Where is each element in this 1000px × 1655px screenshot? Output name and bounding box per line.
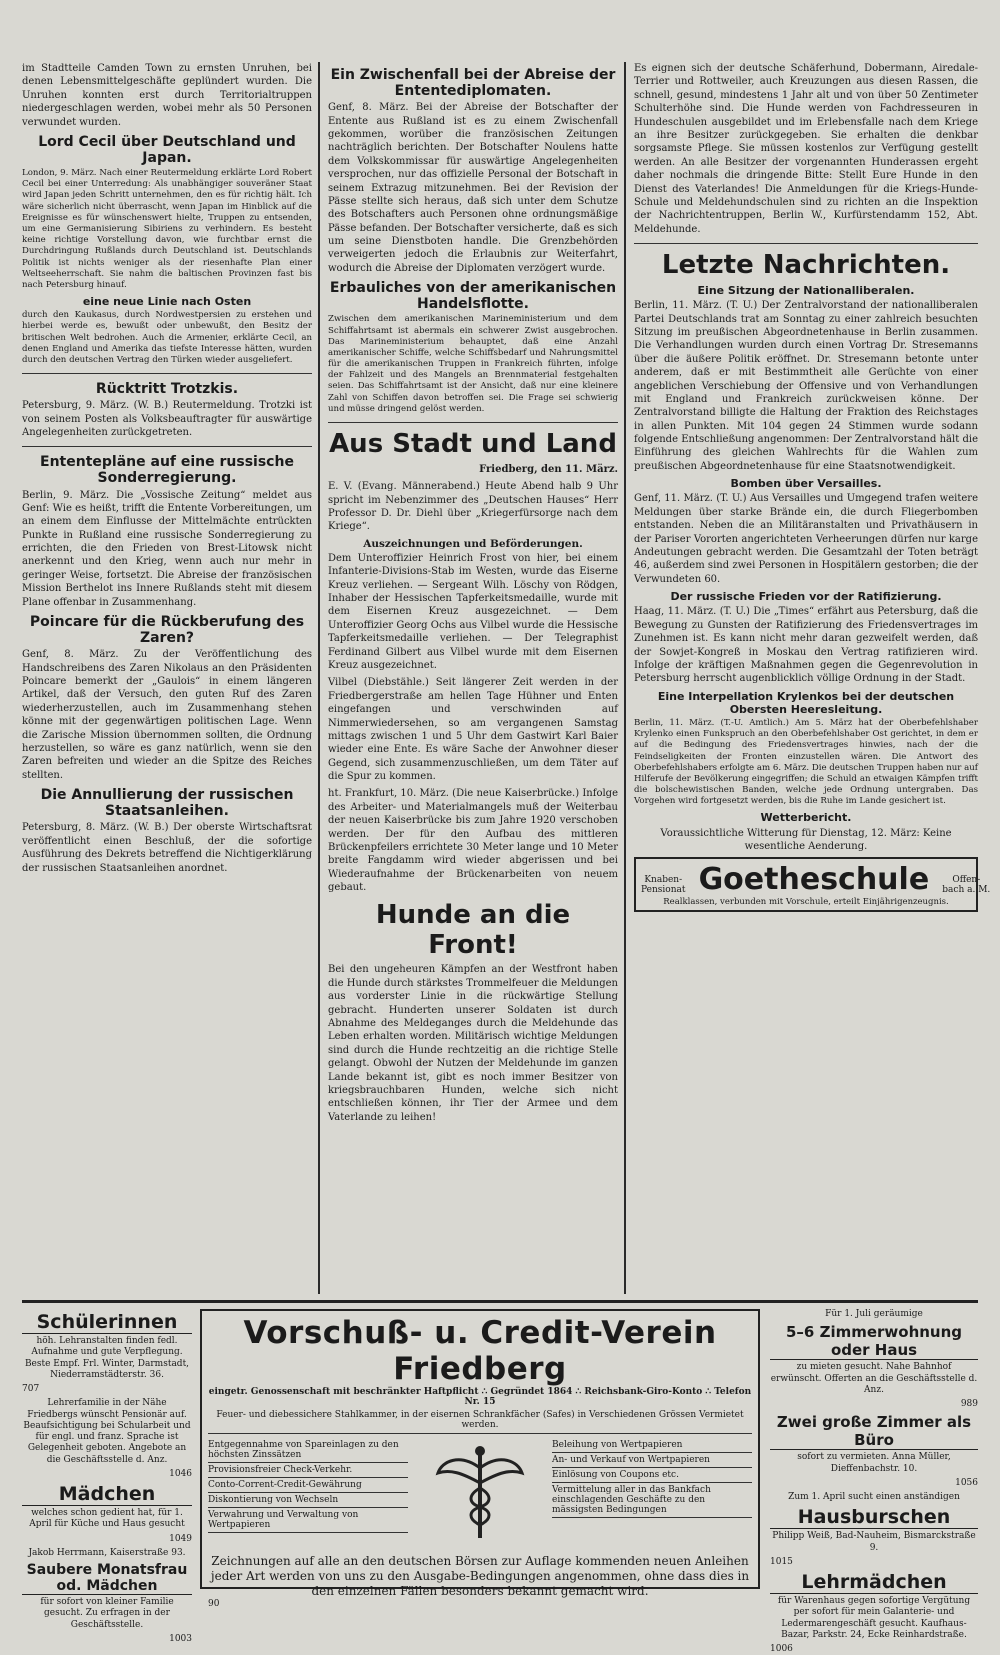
ad-label: Knaben-: [644, 874, 683, 885]
interpellation-text: Berlin, 11. März. (T.-U. Amtlich.) Am 5. März hat der Oberbefehlshaber Krylenko einen Funkspruch an den Oberbefehlshaber Ost gerichtet, in dem er auf die Bedingung des Friedensvertrages hinwies, nach der die Feindseligkeiten der Fronten einzustellen wären. Die Antwort des Oberbefehlshabers erfolgte am 6. März. Die deutschen Truppen haben nur auf Hilferufe der Bevölkerung eingegriffen; die Schuld an etwaigen Kämpfen trifft die bolschewistischen Banden, welche jede Ordnung untergraben. Das Vorgehen wird fortgesetzt werden, bis die Ruhe im Lande gesichert ist.: [634, 718, 978, 807]
ad-text: für Warenhaus gegen sofortige Vergütung per sofort für mein Galanterie- und Ledermarengeschäft gesucht. Kaufhaus-Bazar, Parkstr. 24, Ecke Reinhardstraße.: [777, 1596, 971, 1640]
dateline: Friedberg, den 11. März.: [479, 463, 618, 475]
column-rule: [624, 62, 626, 1294]
subhead-bomben: Bomben über Versailles.: [730, 477, 882, 491]
ad-number: 1006: [770, 1644, 793, 1654]
bank-services-left: [208, 1438, 408, 1548]
ad-number: 1046: [169, 1468, 192, 1479]
hunde-text: Bei den ungeheuren Kämpfen an der Westfront haben die Hunde durch stärkstes Trommelfeuer die Meldungen aus vorderster Linie in die rückwärtige Stellung gebracht. Hunderten unserer Soldaten ist durch Abnahme des Meldeganges durch die Meldehunde das Leben erhalten worden. Militärisch wichtige Meldungen sind durch die Hunde rechtzeitig an die richtige Stelle gelangt. Obwohl der Nutzen der Meldehunde im ganzen Lande bekannt ist, gibt es noch immer Besitzer von kriegsbrauchbaren Hunden, welche sich nicht entschließen können, ihr Tier der Armee und dem Vaterlande zu leihen!: [328, 964, 618, 1123]
ad-text: Zum 1. April sucht einen anständigen: [788, 1492, 960, 1502]
nationalliberale-text: Berlin, 11. März. (T. U.) Der Zentralvorstand der nationalliberalen Partei Deutschlands trat am Sonntag zu einer zahlreich besuchten Sitzung im preußischen Abgeordnetenhause in Berlin zusammen. Die Verhandlungen wurden durch einen Vortrag Dr. Stresemanns über die äußere Politik eröffnet. Dr. Stresemann betonte unter anderem, daß er mit Bestimmtheit alle Gerüchte von einer angeblichen Verschiebung der Offensive und von Verhandlungen mit England und Frankreich zurückweisen könne. Der Zentralvorstand billigte die Haltung der Fraktion des Reichstages in allen Punkten. Mit 104 gegen 24 Stimmen wurde sodann folgende Entschließung angenommen: Der Zentralvorstand hält die Einführung des gleichen Wahlrechts für die Wahlen zum preußischen Abgeordnetenhause für eine Staatsnotwendigkeit.: [634, 300, 978, 472]
ad-text: Jakob Herrmann, Kaiserstraße 93.: [28, 1547, 186, 1558]
service-item: Entgegennahme von Spareinlagen zu den höchsten Zinssätzen: [208, 1438, 408, 1463]
ad-number: 1015: [770, 1556, 793, 1567]
ad-number: 1056: [955, 1477, 978, 1488]
cecil-text: London, 9. März. Nach einer Reutermeldung erklärte Lord Robert Cecil bei einer Unterredung: Als unabhängiger souveräner Staat wird Japan jeden Schritt unternehmen, den es für richtig hält. Ich wäre sicherlich nicht überrascht, wenn Japan im Hinblick auf die Ereignisse es für wünschenswert hielte, Truppen zu entsenden, um eine Germanisierung Sibiriens zu verhindern. Es besteht keine richtige Vorstellung davon, wie furchtbar ernst die Durchdringung Rußlands durch Deutschland ist. Deutschlands Politik ist nichts weniger als der riesenhafte Plan einer Weltseeherrschaft. Sie nahm die baltischen Provinzen fast bis nach Petersburg hinauf.: [22, 168, 312, 290]
ad-headline: Saubere Monatsfrau od. Mädchen: [22, 1562, 192, 1595]
advertisement-strip: [22, 1300, 978, 1654]
divider: [328, 422, 618, 423]
ad-label: bach a. M.: [942, 884, 991, 895]
service-item: Vermittelung aller in das Bankfach einschlagenden Geschäfte zu den mässigsten Bedingungen: [552, 1483, 752, 1518]
bank-services: [208, 1438, 752, 1548]
column-3: [634, 62, 991, 1294]
ad-headline: Hausburschen: [770, 1506, 978, 1529]
ad-text: Für 1. Juli geräumige: [825, 1309, 923, 1319]
goetheschule-ad: [634, 857, 991, 912]
hunde-continued-text: Es eignen sich der deutsche Schäferhund, Dobermann, Airedale-Terrier und Rottweiler, auch Kreuzungen aus diesen Rassen, die schnell, gesund, mindestens 1 Jahr alt und von über 50 Zentimeter Schulterhöhe sind. Die Hunde werden von Fachdresseuren in Hundeschulen ausgebildet und im Erlebensfalle nach dem Kriege an ihre Besitzer zurückgegeben. Sie erhalten die denkbar sorgsamste Pflege. Sie müssen kostenlos zur Verfügung gestellt werden. An alle Besitzer der vorgenannten Hunderassen ergeht daher nochmals die dringende Bitte: Stellt Eure Hunde in den Dienst des Vaterlandes! Die Anmeldungen für die Kriegs-Hunde-Schule und Meldehundschulen sind zu richten an die Inspektion der Nachrichtentruppen, Berlin W., Kurfürstendamm 152, Abt. Meldehunde.: [634, 63, 978, 235]
entente-text: Berlin, 9. März. Die „Vossische Zeitung“ meldet aus Genf: Wie es heißt, trifft die Entente Vorbereitungen, um an einem dem Einflusse der Mittelmächte entrückten Punkte in Rußland eine russische Sonderregierung zu errichten, die den Frieden von Brest-Litowsk nicht anerkennt und den Krieg, wenn auch nur mehr in geringer Weise, fortsetzt. Die Abreise der französischen Mission Berthelot ins Innere Rußlands steht mit diesem Plane offenbar in Zusammenhang.: [22, 489, 312, 608]
headline-stadt-land: Aus Stadt und Land: [329, 429, 617, 459]
column-1: [22, 62, 312, 1294]
ad-headline: Zwei große Zimmer als Büro: [770, 1413, 978, 1450]
ad-headline: Lehrmädchen: [770, 1571, 978, 1594]
service-item: Verwahrung und Verwaltung von Wertpapieren: [208, 1508, 408, 1533]
ad-text: höh. Lehranstalten finden fedl. Aufnahme und gute Verpflegung. Beste Empf. Frl. Winter, Darmstadt, Niederramstädterstr. 36.: [24, 1336, 190, 1380]
subhead-interpellation: Eine Interpellation Krylenkos bei der deutschen Obersten Heeresleitung.: [657, 689, 955, 716]
bank-footer: Zeichnungen auf alle an den deutschen Börsen zur Auflage kommenden neuen Anleihen jeder Art werden von uns zu den Ausgabe-Bedingungen angenommen, ohne dass dies in den einzelnen Fällen besonders bekannt gemacht wird.: [210, 1554, 750, 1598]
subhead-nationalliberale: Eine Sitzung der Nationalliberalen.: [697, 283, 915, 297]
camden-riots-text: im Stadtteile Camden Town zu ernsten Unruhen, bei denen Lebensmittelgeschäfte geplündert wurden. Die Unruhen konnten erst durch Territorialtruppen niedergeschlagen werden, wobei mehr als 50 Personen verwundet wurden.: [22, 63, 312, 128]
handelsflotte-text: Zwischen dem amerikanischen Marineministerium und dem Schiffahrtsamt ist abermals ein schwerer Zwist ausgebrochen. Das Marineministerium behauptet, daß eine Anzahl amerikanischer Schiffe, welche Schiffsbedarf und Nahrungsmittel für die amerikanischen Truppen in Frankreich führten, infolge der Fahlzeit und des Mangels an Brennmaterial festgehalten seien. Das Schiffahrtsamt ist der Ansicht, daß nur eine kleinere Zahl von Schiffen davon betroffen sei. Die Frage sei schwierig und müsse dringend gelöst werden.: [328, 314, 618, 414]
ad-headline: 5–6 Zimmerwohnung oder Haus: [770, 1323, 978, 1360]
trotzki-text: Petersburg, 9. März. (W. B.) Reutermeldung. Trotzki ist von seinem Posten als Volksbeauftragter für auswärtige Angelegenheiten zurückgetreten.: [22, 400, 312, 438]
poincare-text: Genf, 8. März. Zu der Veröffentlichung des Handschreibens des Zaren Nikolaus an den Präsidenten Poincare bemerkt der „Gaulois“ in einem längeren Artikel, daß der Versuch, den guten Ruf des Zaren wiederherzustellen, auch im Zusammenhang stehen könne mit der gegenwärtigen politischen Lage. Wenn die Zarische Mission übernommen sollten, die Ordnung herzustellen, so wäre es ganz natürlich, wenn sie den Zaren befreiten und wieder an die Spitze des Reiches stellten.: [22, 649, 312, 781]
headline-letzte-nachrichten: Letzte Nachrichten.: [661, 250, 951, 281]
service-item: An- und Verkauf von Wertpapieren: [552, 1453, 752, 1468]
winged-staff-icon: [425, 1438, 535, 1548]
ad-number: 989: [960, 1399, 978, 1409]
maennerabend-text: E. V. (Evang. Männerabend.) Heute Abend halb 9 Uhr spricht im Nebenzimmer des „Deutschen Hauses“ Herr Professor D. Dr. Diehl über „Kriegerfürsorge nach dem Kriege“.: [328, 481, 618, 533]
goetheschule-name: Goetheschule: [698, 862, 930, 898]
headline-handelsflotte: Erbauliches von der amerikanischen Handelsflotte.: [329, 280, 617, 313]
ad-text: sofort zu vermieten. Anna Müller, Dieffenbachstr. 10.: [797, 1452, 951, 1474]
divider: [22, 373, 312, 374]
ad-text: Lehrerfamilie in der Nähe Friedbergs wünscht Pensionär auf. Beaufsichtigung bei Schularbeit und für engl. und franz. Sprache ist Gelegenheit geboten. Angebote an die Geschäftsstelle d. Anz.: [23, 1398, 191, 1465]
divider: [22, 446, 312, 447]
column-rule: [318, 62, 320, 1294]
subhead-wetterbericht: Wetterbericht.: [760, 811, 852, 825]
subhead-ratifizierung: Der russische Frieden vor der Ratifizierung.: [670, 590, 942, 604]
headline-cecil: Lord Cecil über Deutschland und Japan.: [38, 133, 296, 167]
ad-label: Pensionat: [641, 884, 686, 895]
annullierung-text: Petersburg, 8. März. (W. B.) Der oberste Wirtschaftsrat veröffentlicht einen Beschluß, der die sofortige Ausführung des Dekrets betreffend die Nichtigerklärung der russischen Staatsanleihen anordnet.: [22, 822, 312, 874]
bank-title: Vorschuß- u. Credit-Verein Friedberg: [243, 1315, 717, 1387]
service-item: Einlösung von Coupons etc.: [552, 1468, 752, 1483]
service-item: Provisionsfreier Check-Verkehr.: [208, 1463, 408, 1478]
headline-zwischenfall: Ein Zwischenfall bei der Abreise der Ententediplomaten.: [330, 67, 616, 100]
ad-text: welches schon gedient hat, für 1. April für Küche und Haus gesucht: [29, 1508, 185, 1530]
left-classifieds: [22, 1309, 192, 1644]
bank-advertisement: [200, 1309, 760, 1609]
ratifizierung-text: Haag, 11. März. (T. U.) Die „Times“ erfährt aus Petersburg, daß die Bewegung zu Gunsten der Ratifizierung des Friedensvertrages im Zunehmen ist. Es kann nicht mehr daran gezweifelt werden, daß der Sowjet-Kongreß in Moskau den Vertrag ratifizieren wird. Infolge der kräftigen Maßnahmen gegen die Gegenrevolution in Petersburg herrscht augenblicklich völlige Ordnung in der Stadt.: [634, 606, 978, 685]
headline-annullierung: Die Annullierung der russischen Staatsanleihen.: [40, 787, 294, 820]
ad-number: 1049: [169, 1533, 192, 1544]
bank-safes-text: Feuer- und diebessichere Stahlkammer, in der eisernen Schrankfächer (Safes) in Verschiedenen Grössen Vermietet werden.: [208, 1410, 752, 1434]
ad-text: zu mieten gesucht. Nahe Bahnhof erwünscht. Offerten an die Geschäftsstelle d. Anz.: [770, 1362, 978, 1395]
zwischenfall-text: Genf, 8. März. Bei der Abreise der Botschafter der Entente aus Rußland ist es zu einem Zwischenfall gekommen, worüber die französischen Zeitungen nachträglich berichten. Der Botschafter Noulens hatte dem Volkskommissar für auswärtige Angelegenheiten versprochen, nur das offizielle Personal der Botschaft in seinem Extrazug mitzunehmen. Bei der Revision der Pässe stellte sich heraus, daß sich unter dem Schutze des Botschafters auch Personen ohne ordnungsmäßige Pässe befanden. Der Botschafter versicherte, daß es sich um seine Dienstboten handle. Die Grenzbehörden verweigerten jedoch die Erlaubnis zur Weiterfahrt, wodurch die Abreise der Diplomaten verzögert wurde.: [328, 102, 618, 274]
ad-number: 90: [208, 1599, 220, 1609]
service-item: Conto-Corrent-Credit-Gewährung: [208, 1478, 408, 1493]
service-item: Beleihung von Wertpapieren: [552, 1438, 752, 1453]
vilbel-text: Vilbel (Diebstähle.) Seit längerer Zeit werden in der Friedbergerstraße am hellen Tage Hühner und Enten eingefangen und verschwinden auf Nimmerwiedersehen, so am vergangenen Samstag mittags zwischen 1 und 5 Uhr dem Gastwirt Karl Baier wieder eine Ente. Es wäre Sache der Anwohner dieser Gegend, sich zusammenzuschließen, um dem Täter auf die Spur zu kommen.: [328, 677, 618, 783]
cecil-text-2: durch den Kaukasus, durch Nordwestpersien zu erstehen und hierbei werde es, bewußt oder unbewußt, den Besitz der britischen Welt bedrohen. Auch die Armenier, erklärte Cecil, an denen England und Amerika das tiefste Interesse hätten, wurden durch den deutschen Vertrag den Türken wieder ausgeliefert.: [22, 310, 312, 365]
headline-trotzki: Rücktritt Trotzkis.: [95, 381, 239, 398]
bank-subtitle: eingetr. Genossenschaft mit beschränkter Haftpflicht ∴ Gegründet 1864 ∴ Reichsbank-Giro-Konto ∴ Telefon Nr. 15: [208, 1387, 752, 1407]
headline-hunde: Hunde an die Front!: [375, 899, 571, 960]
ad-text: für sofort von kleiner Familie gesucht. Zu erfragen in der Geschäftsstelle.: [40, 1597, 174, 1630]
headline-poincare: Poincare für die Rückberufung des Zaren?: [29, 614, 305, 647]
ad-headline: Mädchen: [22, 1483, 192, 1506]
column-2: [328, 62, 618, 1294]
ad-number: 1003: [169, 1633, 192, 1644]
right-classifieds: [770, 1309, 978, 1654]
subhead-auszeichnungen: Auszeichnungen und Beförderungen.: [363, 537, 583, 550]
wetter-text: Voraussichtliche Witterung für Dienstag, 12. März: Keine wesentliche Aenderung.: [660, 827, 952, 853]
service-item: Diskontierung von Wechseln: [208, 1493, 408, 1508]
ad-label: Offen-: [952, 874, 981, 885]
ad-text: Philipp Weiß, Bad-Nauheim, Bismarckstraße 9.: [772, 1531, 976, 1553]
bank-services-right: [552, 1438, 752, 1548]
ad-number: 707: [22, 1384, 40, 1394]
headline-entente: Ententepläne auf eine russische Sonderregierung.: [40, 454, 294, 487]
goetheschule-sub: Realklassen, verbunden mit Vorschule, erteilt Einjährigenzeugnis.: [663, 897, 949, 908]
ad-headline: Schülerinnen: [22, 1311, 192, 1334]
bomben-text: Genf, 11. März. (T. U.) Aus Versailles und Umgegend trafen weitere Meldungen über starke Brände ein, die durch Fliegerbomben entstanden. Neben die an Militäranstalten und Privathäusern in der Pariser Vororten angerichteten Verheerungen dürfen nur karge Andeutungen gebracht werden. Die Gesamtzahl der Toten beträgt 46, außerdem sind zwei Personen in Hospitälern gestorben; die der Verwundeten 60.: [634, 493, 978, 585]
subhead-neue-linie: eine neue Linie nach Osten: [82, 295, 252, 309]
auszeichnungen-text: Dem Unteroffizier Heinrich Frost von hier, bei einem Infanterie-Divisions-Stab im Westen, wurde das Eiserne Kreuz verliehen. — Sergeant Wilh. Löschy von Rödgen, Inhaber der Hessischen Tapferkeitsmedaille, wurde mit dem Eisernen Kreuz ausgezeichnet. — Dem Unteroffizier Georg Ochs aus Vilbel wurde die Hessische Tapferkeitsmedaille verliehen. — Der Telegraphist Ferdinand Gilbert aus Vilbel wurde mit dem Eisernen Kreuz ausgezeichnet.: [328, 552, 618, 671]
divider: [634, 243, 978, 244]
frankfurt-text: ht. Frankfurt, 10. März. (Die neue Kaiserbrücke.) Infolge des Arbeiter- und Materialmangels muß der Weiterbau der neuen Kaiserbrücke bis zum Jahre 1920 verschoben werden. Der für den Aufbau des mittleren Brückenpfeilers errichtete 30 Meter lange und 10 Meter breite Fangdamm wird wieder abgerissen und bei Wiederaufnahme der Brückenarbeiten von neuem gebaut.: [328, 788, 618, 894]
